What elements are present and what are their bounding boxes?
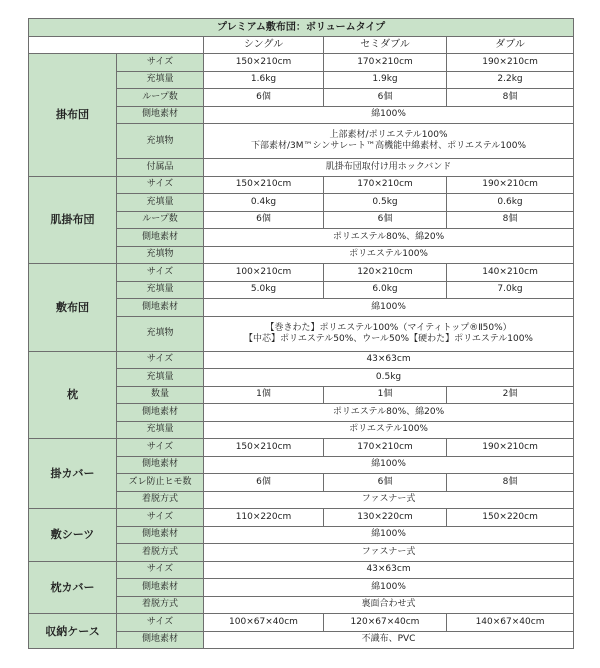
value-line: 上部素材/ポリエステル100% (329, 130, 448, 140)
value-cell: 100×67×40cm (204, 614, 324, 632)
value-cell: 0.4kg (204, 194, 324, 212)
category-cell: 掛布団 (29, 54, 117, 177)
value-cell: 1個 (204, 386, 324, 404)
value-line: 綿100% (371, 109, 406, 120)
row-label: 充填量 (117, 281, 204, 299)
row-label: 充填量 (117, 369, 204, 387)
header-double: ダブル (447, 36, 574, 54)
value-line: ポリエステル80%、綿20% (332, 231, 445, 242)
row-label: 側地素材 (117, 404, 204, 422)
value-line: 0.5kg (375, 371, 402, 382)
header-row (29, 36, 574, 54)
value-line: ポリエステル80%、綿20% (332, 406, 445, 417)
value-cell: 190×210cm (447, 54, 574, 72)
row-label: 側地素材 (117, 299, 204, 317)
row-label: サイズ (117, 264, 204, 282)
category-cell: 肌掛布団 (29, 176, 117, 264)
table-row (29, 614, 574, 632)
merged-value-cell (204, 544, 574, 562)
row-label: サイズ (117, 351, 204, 369)
row-label: サイズ (117, 176, 204, 194)
merged-value-cell (204, 246, 574, 264)
value-cell: 170×210cm (324, 54, 447, 72)
merged-value-cell (204, 316, 574, 351)
value-cell: 6個 (204, 211, 324, 229)
value-line: 下部素材/3M™シンサレート™高機能中綿素材、ポリエステル100% (251, 141, 527, 151)
value-line: 【中芯】ポリエステル50%、ウール50%【硬わた】ポリエステル100% (244, 333, 533, 344)
merged-value-cell (204, 491, 574, 509)
merged-value-cell (204, 631, 574, 649)
merged-value-cell (204, 124, 574, 159)
value-line: 綿100% (371, 301, 406, 312)
value-line: ファスナー式 (361, 494, 416, 505)
row-label: サイズ (117, 561, 204, 579)
row-label: サイズ (117, 509, 204, 527)
merged-value-cell (204, 526, 574, 544)
row-label: 充填物 (117, 246, 204, 264)
value-cell: 100×210cm (204, 264, 324, 282)
value-cell: 7.0kg (447, 281, 574, 299)
value-cell: 150×220cm (447, 509, 574, 527)
header-single: シングル (204, 36, 324, 54)
row-label: 充填物 (117, 124, 204, 159)
category-cell: 敷布団 (29, 264, 117, 352)
value-line: 43×63cm (366, 564, 411, 575)
value-cell: 6.0kg (324, 281, 447, 299)
value-cell: 150×210cm (204, 54, 324, 72)
value-cell: 140×67×40cm (447, 614, 574, 632)
row-label: 付属品 (117, 159, 204, 177)
value-cell: 8個 (447, 474, 574, 492)
row-label: ループ数 (117, 211, 204, 229)
value-cell: 150×210cm (204, 176, 324, 194)
row-label: 充填量 (117, 421, 204, 439)
table-row (29, 264, 574, 282)
value-cell: 1.6kg (204, 71, 324, 89)
value-cell: 8個 (447, 89, 574, 107)
header-semi-double: セミダブル (324, 36, 447, 54)
value-cell: 190×210cm (447, 176, 574, 194)
merged-value-cell (204, 299, 574, 317)
value-cell: 8個 (447, 211, 574, 229)
row-label: サイズ (117, 439, 204, 457)
value-line: 肌掛布団取付け用ホックバンド (325, 161, 452, 172)
value-cell: 6個 (324, 211, 447, 229)
value-cell: 170×210cm (324, 439, 447, 457)
category-cell: 敷シーツ (29, 509, 117, 562)
value-line: 綿100% (371, 459, 406, 470)
value-cell: 170×210cm (324, 176, 447, 194)
value-cell: 110×220cm (204, 509, 324, 527)
value-cell: 0.6kg (447, 194, 574, 212)
table-row (29, 351, 574, 369)
value-cell: 6個 (204, 474, 324, 492)
row-label: 着脱方式 (117, 491, 204, 509)
row-label: ズレ防止ヒモ数 (117, 474, 204, 492)
value-cell: 120×67×40cm (324, 614, 447, 632)
title-row (29, 19, 574, 37)
value-cell: 5.0kg (204, 281, 324, 299)
merged-value-cell (204, 579, 574, 597)
value-line: ポリエステル100% (349, 249, 428, 260)
category-cell: 掛カバー (29, 439, 117, 509)
value-cell: 140×210cm (447, 264, 574, 282)
row-label: 充填物 (117, 316, 204, 351)
row-label: サイズ (117, 54, 204, 72)
merged-value-cell (204, 106, 574, 124)
table-row (29, 439, 574, 457)
merged-value-cell (204, 229, 574, 247)
value-cell: 6個 (204, 89, 324, 107)
category-cell: 枕 (29, 351, 117, 439)
value-line: ファスナー式 (361, 546, 416, 557)
merged-value-cell (204, 561, 574, 579)
category-cell: 収納ケース (29, 614, 117, 649)
row-label: 数量 (117, 386, 204, 404)
merged-value-cell (204, 159, 574, 177)
row-label: 側地素材 (117, 526, 204, 544)
table-row (29, 176, 574, 194)
value-line: 裏面合わせ式 (361, 599, 416, 610)
value-cell: 1個 (324, 386, 447, 404)
header-corner (29, 36, 204, 54)
merged-value-cell (204, 456, 574, 474)
table-title: プレミアム敷布団：ボリュームタイプ (29, 19, 574, 37)
row-label: 充填量 (117, 71, 204, 89)
row-label: 側地素材 (117, 106, 204, 124)
value-cell: 120×210cm (324, 264, 447, 282)
value-cell: 1.9kg (324, 71, 447, 89)
spec-table (28, 18, 574, 649)
value-cell: 0.5kg (324, 194, 447, 212)
value-cell: 2.2kg (447, 71, 574, 89)
merged-value-cell (204, 404, 574, 422)
value-line: 【巻きわた】ポリエステル100%（マイティトップ®Ⅱ50%） (265, 322, 512, 333)
row-label: 着脱方式 (117, 596, 204, 614)
row-label: サイズ (117, 614, 204, 632)
value-line: 綿100% (371, 529, 406, 540)
row-label: ループ数 (117, 89, 204, 107)
table-row (29, 561, 574, 579)
row-label: 側地素材 (117, 229, 204, 247)
value-line: ポリエステル100% (349, 424, 428, 435)
row-label: 側地素材 (117, 579, 204, 597)
merged-value-cell (204, 596, 574, 614)
table-row (29, 509, 574, 527)
value-cell: 130×220cm (324, 509, 447, 527)
row-label: 着脱方式 (117, 544, 204, 562)
row-label: 側地素材 (117, 456, 204, 474)
merged-value-cell (204, 421, 574, 439)
value-cell: 6個 (324, 89, 447, 107)
category-cell: 枕カバー (29, 561, 117, 614)
row-label: 充填量 (117, 194, 204, 212)
value-cell: 2個 (447, 386, 574, 404)
table-row (29, 54, 574, 72)
value-cell: 6個 (324, 474, 447, 492)
value-cell: 150×210cm (204, 439, 324, 457)
value-line: 43×63cm (366, 354, 411, 365)
row-label: 側地素材 (117, 631, 204, 649)
merged-value-cell (204, 351, 574, 369)
value-line: 不識布、PVC (361, 634, 416, 645)
value-line: 綿100% (371, 581, 406, 592)
value-cell: 190×210cm (447, 439, 574, 457)
merged-value-cell (204, 369, 574, 387)
